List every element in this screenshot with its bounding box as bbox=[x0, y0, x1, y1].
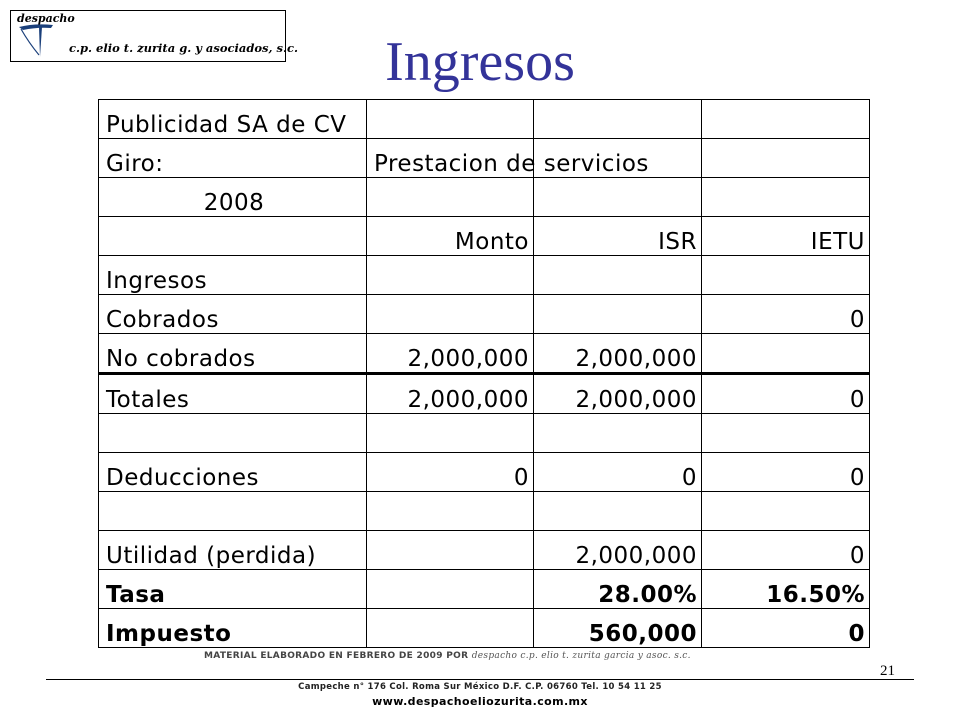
cell-monto bbox=[367, 609, 534, 648]
page-number: 21 bbox=[880, 663, 895, 679]
cell-ietu: 0 bbox=[702, 531, 870, 570]
cell-monto: 0 bbox=[367, 453, 534, 492]
row-label: Ingresos bbox=[99, 256, 367, 295]
table-row bbox=[99, 178, 870, 217]
cell-monto bbox=[367, 178, 534, 217]
cell-ietu bbox=[702, 139, 870, 178]
footer-website: www.despachoeliozurita.com.mx bbox=[372, 695, 588, 708]
footer-address: Campeche n° 176 Col. Roma Sur México D.F. C.P. 06760 Tel. 10 54 11 25 bbox=[298, 682, 662, 692]
column-header-isr: ISR bbox=[534, 217, 702, 256]
table-row bbox=[99, 334, 870, 374]
cell-isr bbox=[534, 295, 702, 334]
cell-isr: 560,000 bbox=[534, 609, 702, 648]
material-note-text: MATERIAL ELABORADO EN FEBRERO DE 2009 POR bbox=[204, 651, 469, 661]
row-label: Utilidad (perdida) bbox=[99, 531, 367, 570]
cell-isr: 2,000,000 bbox=[534, 334, 702, 374]
column-header-monto: Monto bbox=[367, 217, 534, 256]
row-label: Totales bbox=[99, 374, 367, 414]
table-row bbox=[99, 531, 870, 570]
table-row bbox=[99, 139, 870, 178]
cell-ietu bbox=[702, 414, 870, 453]
cell-isr bbox=[534, 178, 702, 217]
cell-monto bbox=[367, 531, 534, 570]
row-label bbox=[99, 414, 367, 453]
logo-firm-name: c.p. elio t. zurita g. y asociados, s.c. bbox=[69, 41, 299, 55]
cell-isr bbox=[534, 492, 702, 531]
cell-isr: 2,000,000 bbox=[534, 374, 702, 414]
row-label: Tasa bbox=[99, 570, 367, 609]
table-row-empty bbox=[99, 492, 870, 531]
row-label: Giro: bbox=[99, 139, 367, 178]
table-row bbox=[99, 256, 870, 295]
cell-monto: 2,000,000 bbox=[367, 374, 534, 414]
table-row bbox=[99, 295, 870, 334]
cell-ietu: 0 bbox=[702, 295, 870, 334]
cell-isr bbox=[534, 256, 702, 295]
material-note bbox=[204, 651, 691, 661]
cell-monto bbox=[367, 295, 534, 334]
cell-monto bbox=[367, 100, 534, 139]
cell-monto bbox=[367, 414, 534, 453]
row-label: Cobrados bbox=[99, 295, 367, 334]
cell-ietu: 0 bbox=[702, 453, 870, 492]
row-label: Impuesto bbox=[99, 609, 367, 648]
cell-isr bbox=[534, 100, 702, 139]
cell-ietu: 16.50% bbox=[702, 570, 870, 609]
cell-monto: 2,000,000 bbox=[367, 334, 534, 374]
cell-monto bbox=[367, 492, 534, 531]
cell-monto bbox=[367, 570, 534, 609]
page-title: Ingresos bbox=[385, 31, 575, 93]
table-row-empty bbox=[99, 414, 870, 453]
column-header-ietu: IETU bbox=[702, 217, 870, 256]
cell-ietu bbox=[702, 256, 870, 295]
row-label: Deducciones bbox=[99, 453, 367, 492]
row-label: Publicidad SA de CV bbox=[99, 100, 367, 139]
row-label bbox=[99, 217, 367, 256]
cell-giro-value: Prestacion de servicios bbox=[367, 139, 534, 178]
table-row-tax bbox=[99, 609, 870, 648]
table-header-row bbox=[99, 217, 870, 256]
row-label bbox=[99, 492, 367, 531]
cell-ietu bbox=[702, 334, 870, 374]
table-row-totals bbox=[99, 374, 870, 414]
row-label: No cobrados bbox=[99, 334, 367, 374]
row-label-year: 2008 bbox=[99, 178, 367, 217]
income-table bbox=[98, 99, 870, 648]
table-row-rate bbox=[99, 570, 870, 609]
cell-isr: 0 bbox=[534, 453, 702, 492]
cell-ietu bbox=[702, 492, 870, 531]
cell-ietu bbox=[702, 178, 870, 217]
table-row bbox=[99, 453, 870, 492]
logo-brand-text: despacho bbox=[17, 12, 75, 25]
cell-isr bbox=[534, 414, 702, 453]
cell-monto bbox=[367, 256, 534, 295]
footer-divider bbox=[46, 679, 914, 680]
cell-ietu: 0 bbox=[702, 374, 870, 414]
cell-isr: 2,000,000 bbox=[534, 531, 702, 570]
material-note-author: despacho c.p. elio t. zurita garcia y asoc. s.c. bbox=[471, 651, 691, 661]
cell-ietu bbox=[702, 100, 870, 139]
cell-isr: 28.00% bbox=[534, 570, 702, 609]
table-row bbox=[99, 100, 870, 139]
cell-ietu: 0 bbox=[702, 609, 870, 648]
